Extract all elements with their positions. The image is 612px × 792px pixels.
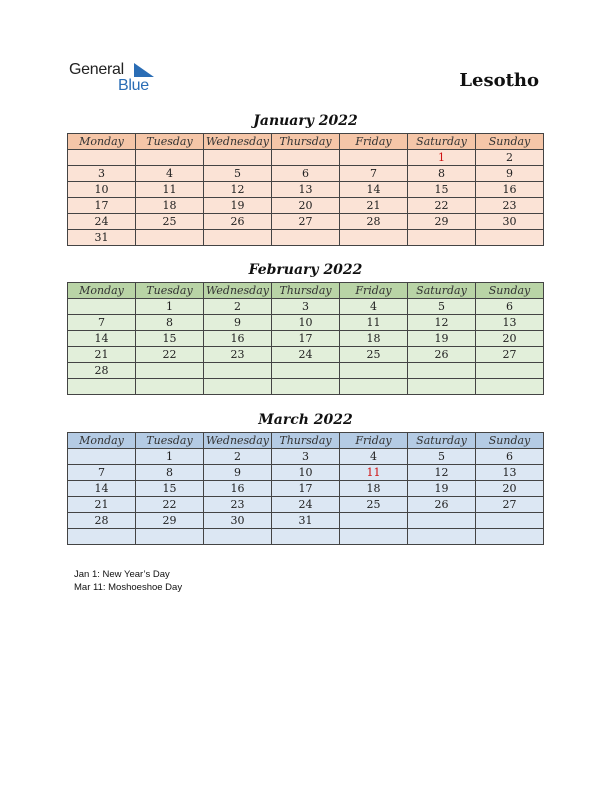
- weekday-header-saturday: Saturday: [408, 433, 476, 449]
- empty-day-cell: [408, 513, 476, 529]
- empty-day-cell: [272, 529, 340, 545]
- country-title: Lesotho: [459, 70, 539, 91]
- empty-day-cell: [476, 379, 544, 395]
- day-cell: 6: [476, 449, 544, 465]
- weekday-header-tuesday: Tuesday: [136, 134, 204, 150]
- week-row: [68, 198, 544, 214]
- calendar-february: [67, 282, 544, 395]
- day-cell: 20: [272, 198, 340, 214]
- day-cell: 5: [408, 449, 476, 465]
- weekday-header-sunday: Sunday: [476, 134, 544, 150]
- week-row: [68, 379, 544, 395]
- day-cell: 4: [340, 449, 408, 465]
- empty-day-cell: [272, 363, 340, 379]
- day-cell: 3: [272, 449, 340, 465]
- weekday-header-row: [68, 283, 544, 299]
- empty-day-cell: [340, 230, 408, 246]
- day-cell: 25: [340, 347, 408, 363]
- day-cell: 5: [204, 166, 272, 182]
- day-cell: 6: [476, 299, 544, 315]
- holiday-notes: [74, 568, 182, 594]
- day-cell: 29: [136, 513, 204, 529]
- day-cell: 24: [272, 497, 340, 513]
- empty-day-cell: [136, 230, 204, 246]
- brand-logo: [69, 60, 164, 96]
- day-cell: 7: [68, 315, 136, 331]
- empty-day-cell: [136, 529, 204, 545]
- day-cell: 25: [340, 497, 408, 513]
- day-cell: 4: [136, 166, 204, 182]
- empty-day-cell: [476, 529, 544, 545]
- logo-word-blue: Blue: [118, 77, 149, 94]
- weekday-header-thursday: Thursday: [272, 433, 340, 449]
- day-cell: 17: [272, 481, 340, 497]
- empty-day-cell: [476, 230, 544, 246]
- empty-day-cell: [408, 529, 476, 545]
- week-row: [68, 449, 544, 465]
- empty-day-cell: [340, 379, 408, 395]
- week-row: [68, 529, 544, 545]
- month-title-march: March 2022: [258, 412, 353, 428]
- day-cell: 26: [408, 347, 476, 363]
- weekday-header-sunday: Sunday: [476, 433, 544, 449]
- day-cell: 28: [340, 214, 408, 230]
- day-cell: 22: [136, 497, 204, 513]
- weekday-header-thursday: Thursday: [272, 134, 340, 150]
- holiday-day-cell: 11: [340, 465, 408, 481]
- empty-day-cell: [408, 230, 476, 246]
- day-cell: 9: [204, 315, 272, 331]
- day-cell: 23: [204, 497, 272, 513]
- week-row: [68, 481, 544, 497]
- empty-day-cell: [204, 230, 272, 246]
- empty-day-cell: [204, 150, 272, 166]
- day-cell: 19: [408, 481, 476, 497]
- week-row: [68, 230, 544, 246]
- day-cell: 30: [476, 214, 544, 230]
- day-cell: 13: [476, 315, 544, 331]
- empty-day-cell: [204, 379, 272, 395]
- empty-day-cell: [340, 513, 408, 529]
- empty-day-cell: [408, 379, 476, 395]
- logo-flag-icon: [134, 63, 154, 77]
- day-cell: 8: [136, 315, 204, 331]
- day-cell: 10: [272, 315, 340, 331]
- empty-day-cell: [136, 363, 204, 379]
- empty-day-cell: [272, 230, 340, 246]
- day-cell: 20: [476, 331, 544, 347]
- day-cell: 28: [68, 363, 136, 379]
- day-cell: 21: [340, 198, 408, 214]
- day-cell: 7: [340, 166, 408, 182]
- day-cell: 18: [136, 198, 204, 214]
- day-cell: 2: [476, 150, 544, 166]
- holiday-note: Mar 11: Moshoeshoe Day: [74, 582, 183, 593]
- empty-day-cell: [340, 529, 408, 545]
- holiday-note: Jan 1: New Year’s Day: [74, 569, 170, 580]
- week-row: [68, 363, 544, 379]
- day-cell: 7: [68, 465, 136, 481]
- day-cell: 16: [204, 481, 272, 497]
- day-cell: 27: [272, 214, 340, 230]
- empty-day-cell: [136, 379, 204, 395]
- empty-day-cell: [136, 150, 204, 166]
- calendar-january: [67, 133, 544, 246]
- empty-day-cell: [340, 150, 408, 166]
- weekday-header-monday: Monday: [68, 134, 136, 150]
- day-cell: 17: [272, 331, 340, 347]
- weekday-header-tuesday: Tuesday: [136, 283, 204, 299]
- empty-day-cell: [272, 379, 340, 395]
- day-cell: 21: [68, 497, 136, 513]
- day-cell: 27: [476, 347, 544, 363]
- holiday-day-cell: 1: [408, 150, 476, 166]
- empty-day-cell: [204, 363, 272, 379]
- weekday-header-row: [68, 433, 544, 449]
- empty-day-cell: [340, 363, 408, 379]
- week-row: [68, 465, 544, 481]
- month-title-february: February 2022: [248, 262, 363, 278]
- day-cell: 28: [68, 513, 136, 529]
- day-cell: 10: [272, 465, 340, 481]
- day-cell: 29: [408, 214, 476, 230]
- day-cell: 14: [68, 331, 136, 347]
- day-cell: 11: [340, 315, 408, 331]
- empty-day-cell: [476, 363, 544, 379]
- day-cell: 26: [204, 214, 272, 230]
- day-cell: 8: [136, 465, 204, 481]
- day-cell: 26: [408, 497, 476, 513]
- weekday-header-monday: Monday: [68, 283, 136, 299]
- empty-day-cell: [272, 150, 340, 166]
- day-cell: 24: [272, 347, 340, 363]
- weekday-header-sunday: Sunday: [476, 283, 544, 299]
- day-cell: 9: [476, 166, 544, 182]
- weekday-header-wednesday: Wednesday: [204, 283, 272, 299]
- calendar-march: [67, 432, 544, 545]
- day-cell: 1: [136, 299, 204, 315]
- weekday-header-friday: Friday: [340, 134, 408, 150]
- day-cell: 12: [408, 465, 476, 481]
- weekday-header-wednesday: Wednesday: [204, 433, 272, 449]
- week-row: [68, 497, 544, 513]
- day-cell: 15: [136, 331, 204, 347]
- day-cell: 22: [408, 198, 476, 214]
- week-row: [68, 214, 544, 230]
- day-cell: 1: [136, 449, 204, 465]
- empty-day-cell: [68, 529, 136, 545]
- day-cell: 17: [68, 198, 136, 214]
- weekday-header-friday: Friday: [340, 433, 408, 449]
- day-cell: 16: [476, 182, 544, 198]
- day-cell: 20: [476, 481, 544, 497]
- day-cell: 18: [340, 481, 408, 497]
- weekday-header-wednesday: Wednesday: [204, 134, 272, 150]
- week-row: [68, 315, 544, 331]
- logo-word-general: General: [69, 61, 124, 78]
- day-cell: 14: [68, 481, 136, 497]
- day-cell: 30: [204, 513, 272, 529]
- day-cell: 16: [204, 331, 272, 347]
- day-cell: 9: [204, 465, 272, 481]
- day-cell: 22: [136, 347, 204, 363]
- day-cell: 19: [204, 198, 272, 214]
- day-cell: 10: [68, 182, 136, 198]
- day-cell: 14: [340, 182, 408, 198]
- week-row: [68, 331, 544, 347]
- day-cell: 23: [204, 347, 272, 363]
- empty-day-cell: [476, 513, 544, 529]
- day-cell: 31: [68, 230, 136, 246]
- week-row: [68, 182, 544, 198]
- day-cell: 6: [272, 166, 340, 182]
- empty-day-cell: [68, 379, 136, 395]
- weekday-header-saturday: Saturday: [408, 283, 476, 299]
- week-row: [68, 166, 544, 182]
- day-cell: 4: [340, 299, 408, 315]
- day-cell: 31: [272, 513, 340, 529]
- day-cell: 3: [68, 166, 136, 182]
- day-cell: 5: [408, 299, 476, 315]
- day-cell: 15: [408, 182, 476, 198]
- empty-day-cell: [68, 150, 136, 166]
- day-cell: 21: [68, 347, 136, 363]
- day-cell: 24: [68, 214, 136, 230]
- day-cell: 27: [476, 497, 544, 513]
- weekday-header-tuesday: Tuesday: [136, 433, 204, 449]
- weekday-header-friday: Friday: [340, 283, 408, 299]
- day-cell: 19: [408, 331, 476, 347]
- empty-day-cell: [68, 449, 136, 465]
- week-row: [68, 299, 544, 315]
- weekday-header-thursday: Thursday: [272, 283, 340, 299]
- day-cell: 3: [272, 299, 340, 315]
- day-cell: 12: [204, 182, 272, 198]
- day-cell: 18: [340, 331, 408, 347]
- month-title-january: January 2022: [253, 113, 358, 129]
- day-cell: 8: [408, 166, 476, 182]
- weekday-header-row: [68, 134, 544, 150]
- empty-day-cell: [408, 363, 476, 379]
- weekday-header-monday: Monday: [68, 433, 136, 449]
- day-cell: 2: [204, 449, 272, 465]
- week-row: [68, 347, 544, 363]
- empty-day-cell: [68, 299, 136, 315]
- day-cell: 11: [136, 182, 204, 198]
- week-row: [68, 513, 544, 529]
- empty-day-cell: [204, 529, 272, 545]
- day-cell: 15: [136, 481, 204, 497]
- day-cell: 23: [476, 198, 544, 214]
- day-cell: 12: [408, 315, 476, 331]
- day-cell: 25: [136, 214, 204, 230]
- day-cell: 13: [476, 465, 544, 481]
- day-cell: 2: [204, 299, 272, 315]
- week-row: [68, 150, 544, 166]
- day-cell: 13: [272, 182, 340, 198]
- weekday-header-saturday: Saturday: [408, 134, 476, 150]
